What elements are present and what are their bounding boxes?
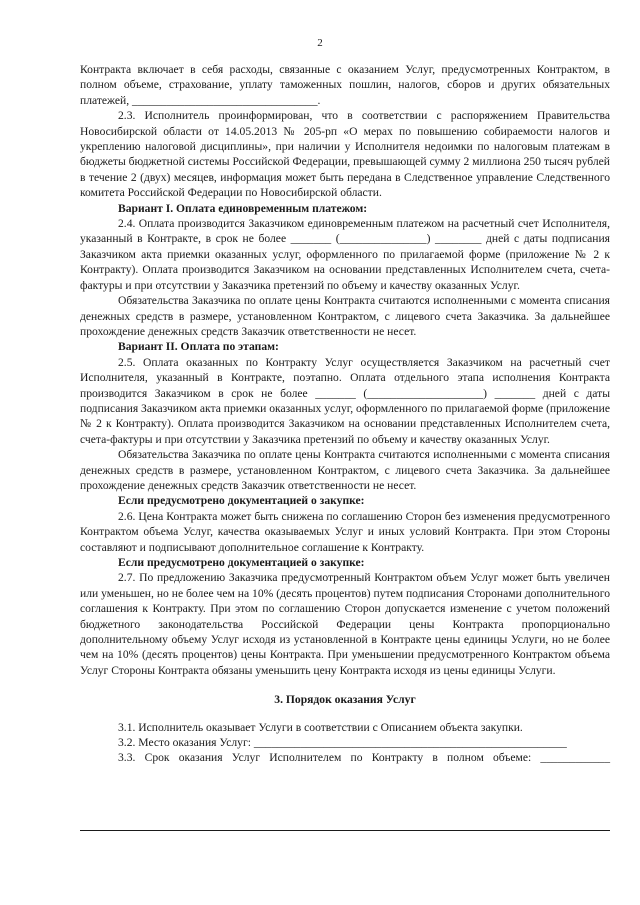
paragraph-3-1: 3.1. Исполнитель оказывает Услуги в соответствии с Описанием объекта закупки. <box>118 720 523 734</box>
variant-2-title: Вариант II. Оплата по этапам: <box>118 340 279 354</box>
paragraph-3-3: 3.3. Срок оказания Услуг Исполнителем по Контракту в полном объеме: ____________ <box>118 751 610 765</box>
paragraph-3-2: 3.2. Место оказания Услуг: ______________________________________________________ <box>118 736 567 750</box>
paragraph-obligations-1: Обязательства Заказчика по оплате цены Контракта считаются исполненными с момента списания денежных средств в размере, установленном Контрактом, с лицевого счета Заказчика. За дальнейшее прохождение денежных средств Заказчик ответственности не несет. <box>80 294 610 338</box>
paragraph-2-6: 2.6. Цена Контракта может быть снижена по соглашению Сторон без изменения предусмотренного Контрактом объема Услуг, качества оказываемых Услуг и иных условий Контракта. При этом Стороны составляют и подписывают дополнительное соглашение к Контракту. <box>80 509 610 554</box>
paragraph-2-3: 2.3. Исполнитель проинформирован, что в соответствии с распоряжением Правительства Новосибирской области от 14.05.2013 № 205-рп «О мерах по повышению собираемости налогов и укреплению налоговой дисциплины», при наличии у Исполнителя недоимки по налоговым платежам в бюджеты бюджетной системы Российской Федерации, превышающей сумму 2 миллиона 250 тысяч рублей в течение 2 (двух) месяцев, информация может быть передана в Следственное управление Следственного комитета Российской Федерации по Новосибирской области. <box>80 109 610 200</box>
paragraph-contract-price-includes: Контракта включает в себя расходы, связанные с оказанием Услуг, предусмотренных Контрактом, в полном объеме, страхование, уплату таможенных пошлин, налогов, сборов и других обязательных платежей, ________________________________. <box>80 63 610 107</box>
condition-note-1: Если предусмотрено документацией о закупке: <box>118 494 365 508</box>
variant-1-title: Вариант I. Оплата единовременным платежом: <box>118 201 368 215</box>
paragraph-2-4: 2.4. Оплата производится Заказчиком единовременным платежом на расчетный счет Исполнителя, указанный в Контракте, в срок не более _______ (_______________) ________ дней с даты подписания Заказчиком акта приемки оказанных услуг, оформленного по прилагаемой форме (приложение № 2 к Контракту). Оплата производится Заказчиком на основании представленных Исполнителем счета, счета-фактуры и при отсутствии у Заказчика претензий по объему и качеству оказанных Услуг. <box>80 217 610 292</box>
condition-note-2: Если предусмотрено документацией о закупке: <box>118 556 365 569</box>
document-body <box>80 62 610 766</box>
fill-in-line <box>80 830 610 831</box>
page-number: 2 <box>317 37 323 49</box>
paragraph-obligations-2: Обязательства Заказчика по оплате цены Контракта считаются исполненными с момента списания денежных средств в размере, установленном Контрактом, с лицевого счета Заказчика. За дальнейшее прохождение денежных средств Заказчик ответственности не несет. <box>80 448 610 492</box>
section-3-heading: 3. Порядок оказания Услуг <box>274 693 416 707</box>
paragraph-2-7: 2.7. По предложению Заказчика предусмотренный Контрактом объем Услуг может быть увеличен или уменьшен, но не более чем на 10% (десять процентов) путем подписания Сторонами дополнительного соглашения к Контракту. При этом по соглашению Сторон допускается изменение с учетом положений бюджетного законодательства Российской Федерации цены Контракта пропорционально дополнительному объему Услуг исходя из установленной в Контракте цены единицы Услуги, но не более чем на 10% (десять процентов) цены Контракта. При уменьшении предусмотренного Контрактом объема Услуг Стороны Контракта обязаны уменьшить цену Контракта исходя из цены единицы Услуги. <box>80 571 610 677</box>
paragraph-2-5: 2.5. Оплата оказанных по Контракту Услуг осуществляется Заказчиком на расчетный счет Исполнителя, указанный в Контракте, поэтапно. Оплата отдельного этапа исполнения Контракта производится Заказчиком в срок не более _______ (____________________) _______ дней с даты подписания Заказчиком акта приемки оказанных услуг, оформленного по прилагаемой форме (приложение № 2 к Контракту). Оплата производится Заказчиком на основании представленных Исполнителем счета, счета-фактуры и при отсутствии у Заказчика претензий по объему и качеству оказанных Услуг. <box>80 355 610 446</box>
